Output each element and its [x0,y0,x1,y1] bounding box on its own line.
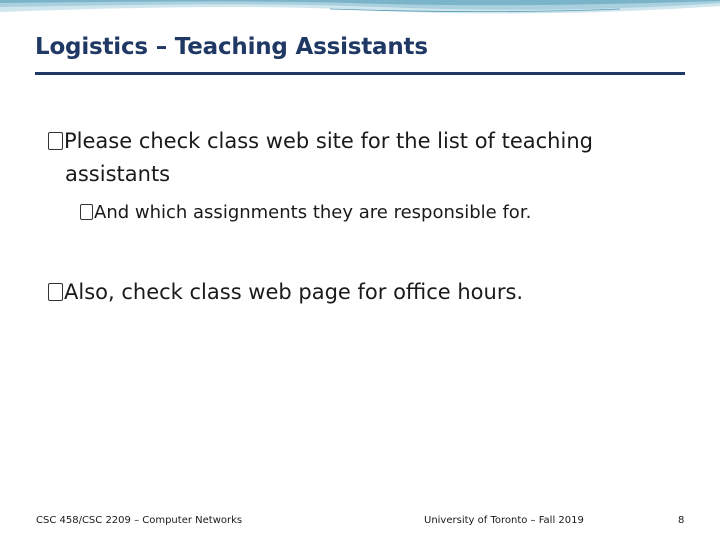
missing-glyph-icon [48,283,63,301]
missing-glyph-icon [80,204,93,220]
bullet-text: Please check class web site for the list of teaching [64,129,593,153]
title-underline [35,72,685,75]
footer-course: CSC 458/CSC 2209 – Computer Networks [36,515,243,526]
header-wave-decoration [0,0,720,24]
page-number: 8 [678,515,685,526]
bullet-item [48,276,668,309]
page-title: Logistics – Teaching Assistants [35,34,428,60]
missing-glyph-icon [48,132,63,150]
bullet-text: And which assignments they are responsible for. [94,202,532,223]
footer-school: University of Toronto – Fall 2019 [424,515,584,526]
bullet-text-continued: assistants [65,162,171,186]
bullet-text: Also, check class web page for office hours. [64,280,524,304]
sub-bullet-item [80,200,660,226]
bullet-item [48,125,648,191]
